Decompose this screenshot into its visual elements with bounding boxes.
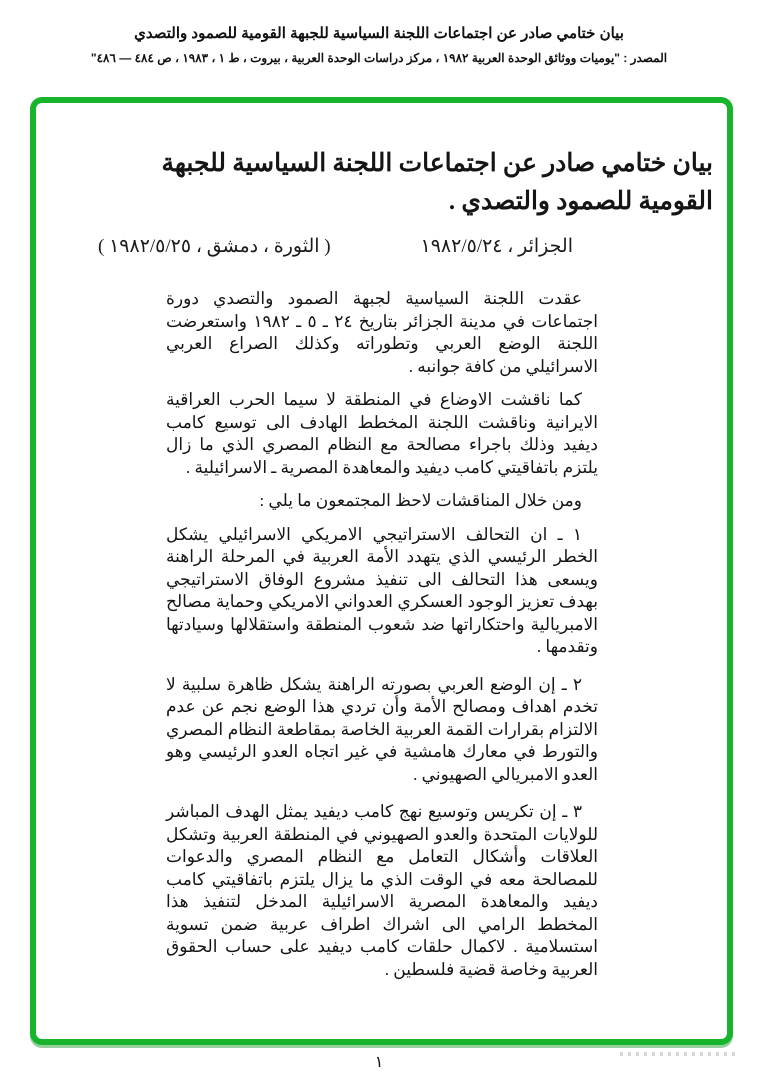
document-paragraph: كما ناقشت الاوضاع في المنطقة لا سيما الحرب العراقية الايرانية وناقشت اللجنة المخطط الهادف الى توسيع كامب ديفيد وذلك باجراء مصالحة مع النظام المصري الذي ما زال يلتزم باتفاقيتي كامب ديفيد والمعاهدة المصرية ـ الاسرائيلية . — [166, 390, 598, 477]
document-paragraph: ٢ ـ إن الوضع العربي بصورته الراهنة يشكل ظاهرة سلبية لا تخدم اهداف ومصالح الأمة وأن تردي هذا الوضع نجم عن عدم الالتزام بقرارات القمة العربية الخاصة بمقاطعة النظام المصري والتورط في معارك هامشية في غير اتجاه العدو الرئيسي وهو العدو الامبريالي الصهيوني . — [166, 674, 598, 784]
outer-header — [0, 24, 758, 65]
dateline-place-date: الجزائر ، ١٩٨٢/٥/٢٤ — [420, 236, 573, 257]
page-heading: بيان ختامي صادر عن اجتماعات اللجنة السياسية للجبهة القومية للصمود والتصدي — [134, 25, 624, 42]
document-paragraph: عقدت اللجنة السياسية لجبهة الصمود والتصدي دورة اجتماعات في مدينة الجزائر بتاريخ ٢٤ ـ ٥ ـ ١٩٨٢ واستعرضت اللجنة الوضع العربي وتطوراته وكذلك الصراع العربي الاسرائيلي من كافة جوانبه . — [166, 289, 599, 376]
source-citation: المصدر : "يوميات ووثائق الوحدة العربية ١٩٨٢ ، مركز دراسات الوحدة العربية ، بيروت ، ط ١ ، ١٩٨٣ ، ص ٤٨٤ — ٤٨٦" — [90, 51, 668, 65]
document-paragraph: ومن خلال المناقشات لاحظ المجتمعون ما يلي : — [259, 491, 582, 510]
document-paragraph: ٣ ـ إن تكريس وتوسيع نهج كامب ديفيد يمثل الهدف المباشر للولايات المتحدة والعدو الصهيوني في المنطقة العربية وتشكل العلاقات وأشكال التعامل مع النظام المصري والدعوات للمصالحة معه في الوقت الذي ما يزال يلتزم باتفاقيتي كامب ديفيد والمعاهدة المصرية الاسرائيلية المدخل لتنفيذ هذا المخطط الرامي الى اشراك اطراف عربية ضمن تسوية استسلامية . لاكمال حلقات كامب ديفيد على حساب الحقوق العربية وخاصة قضية فلسطين . — [166, 802, 598, 979]
document-title: بيان ختامي صادر عن اجتماعات اللجنة السياسية للجبهة القومية للصمود والتصدي . — [161, 150, 713, 215]
document-body — [166, 288, 598, 981]
document-paragraph: ١ ـ ان التحالف الاستراتيجي الامريكي الاسرائيلي يشكل الخطر الرئيسي الذي يتهدد الأمة العربية في المرحلة الراهنة ويسعى هذا التحالف الى تنفيذ مشروع الوفاق الاستراتيجي بهدف تعزيز الوجود العسكري العدواني الامريكي وحماية مصالح الامبريالية واحتكاراتها ضد شعوب المنطقة واستقلالها وسيادتها وتقدمها . — [166, 524, 598, 656]
dateline — [81, 235, 713, 258]
dateline-publication: ( الثورة ، دمشق ، ١٩٨٢/٥/٢٥ ) — [98, 236, 331, 257]
page-number: ١ — [374, 1054, 384, 1071]
document-frame — [30, 97, 733, 1045]
